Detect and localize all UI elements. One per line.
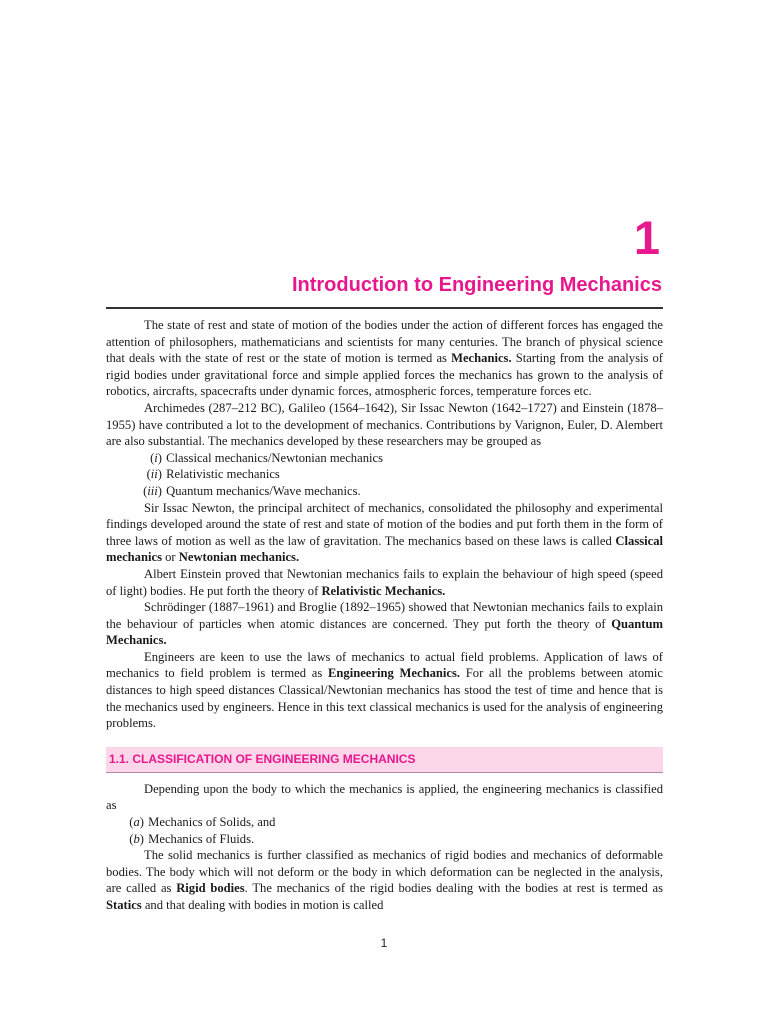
chapter-title: Introduction to Engineering Mechanics <box>291 274 662 296</box>
term-engineering-mechanics: Engineering Mechanics. <box>328 666 461 681</box>
paragraph-text: Starting from the analysis of rigid bodies under gravitational force and simple applied forces the mechanics has grown to the analysis of robotics, aircrafts, spacecrafts under dynamic forces, atmospheric forces, temperature forces etc. <box>106 351 663 399</box>
list-item-number: b <box>133 831 140 846</box>
paragraph-text: Albert Einstein proved that Newtonian mechanics fails to explain the behaviour of high speed (speed of light) bodies. He put forth the theory of <box>106 566 663 598</box>
paragraph-text: . The mechanics of the rigid bodies dealing with the bodies at rest is termed as <box>244 881 664 896</box>
list-item: (b) Mechanics of Fluids. <box>129 831 255 846</box>
list-item-number: a <box>133 815 140 830</box>
list-item-number: ii <box>150 467 158 482</box>
classification-list <box>106 814 663 847</box>
term-newtonian-mechanics: Newtonian mechanics. <box>178 550 300 565</box>
paragraph-text: Engineers are keen to use the laws of mechanics to actual field problems. Application of laws of mechanics to field problem is termed as <box>106 649 663 681</box>
list-item-text: Mechanics of Fluids. <box>148 831 255 846</box>
page-number: 1 <box>380 936 388 950</box>
paragraph-1 <box>106 317 663 400</box>
paragraph-6 <box>106 649 663 732</box>
section-heading: 1.1. CLASSIFICATION OF ENGINEERING MECHANICS <box>106 747 663 773</box>
paragraph-2: Archimedes (287–212 BC), Galileo (1564–1642), Sir Issac Newton (1642–1727) and Einstein (1878–1955) have contributed a lot to the development of mechanics. Contributions by Varignon, Euler, D. Alembert are also substantial. The mechanics developed by these researchers may be grouped as <box>106 400 663 449</box>
list-item-text: Quantum mechanics/Wave mechanics. <box>166 483 361 498</box>
paragraph-text: The solid mechanics is further classified as mechanics of rigid bodies and mechanics of deformable bodies. The body which will not deform or the body in which deformation can be neglected in the analysis, are called as <box>106 848 663 896</box>
mechanics-list <box>106 450 663 500</box>
paragraph-text: Schrödinger (1887–1961) and Broglie (1892–1965) showed that Newtonian mechanics fails to explain the behaviour of particles when atomic distances are concerned. They put forth the theory of <box>106 600 663 631</box>
paragraph-5 <box>106 599 663 649</box>
title-divider <box>106 307 663 309</box>
paragraph-text: For all the problems between atomic distances to high speed distances Classical/Newtonian mechanics has stood the test of time and hence that is the mechanics used by engineers. Hence in this text classical mechanics is used for the analysis of engineering problems. <box>106 666 664 731</box>
list-item-text: Relativistic mechanics <box>166 467 280 482</box>
list-item: (ii) Relativistic mechanics <box>146 467 280 482</box>
list-item: (iii) Quantum mechanics/Wave mechanics. <box>143 483 361 498</box>
list-item-text: Classical mechanics/Newtonian mechanics <box>166 450 383 465</box>
paragraph-4 <box>106 566 663 599</box>
list-item: (a) Mechanics of Solids, and <box>129 815 276 830</box>
list-item-number: iii <box>147 483 158 498</box>
paragraph-8 <box>106 847 663 913</box>
paragraph-text: and that dealing with bodies in motion is called <box>141 898 384 912</box>
term-quantum-mechanics: Quantum Mechanics. <box>106 616 663 648</box>
paragraph-text: Sir Issac Newton, the principal architect of mechanics, consolidated the philosophy and experimental findings developed around the state of rest and state of motion of the bodies and put forth them in the form of three laws of motion as well as the law of gravitation. The mechanics based on these laws is called <box>106 500 663 548</box>
paragraph-3 <box>106 500 663 566</box>
chapter-number: 1 <box>633 211 660 264</box>
paragraph-7: Depending upon the body to which the mechanics is applied, the engineering mechanics is classified as <box>106 781 663 813</box>
list-item-text: Mechanics of Solids, and <box>148 815 276 830</box>
term-relativistic-mechanics: Relativistic Mechanics. <box>321 583 446 598</box>
paragraph-text: or <box>161 550 179 565</box>
paragraph-text: The state of rest and state of motion of the bodies under the action of different forces has engaged the attention of philosophers, mathematicians and scientists for many centuries. The branch of physical science that deals with the state of rest or the state of motion is termed as <box>106 318 663 366</box>
body-text <box>106 317 663 914</box>
list-item-number: i <box>154 450 158 465</box>
term-statics: Statics <box>106 898 142 912</box>
list-item: (i) Classical mechanics/Newtonian mechanics <box>150 450 383 465</box>
term-rigid-bodies: Rigid bodies <box>176 881 245 896</box>
term-classical-mechanics: Classical mechanics <box>106 533 663 565</box>
term-mechanics: Mechanics. <box>451 351 512 366</box>
